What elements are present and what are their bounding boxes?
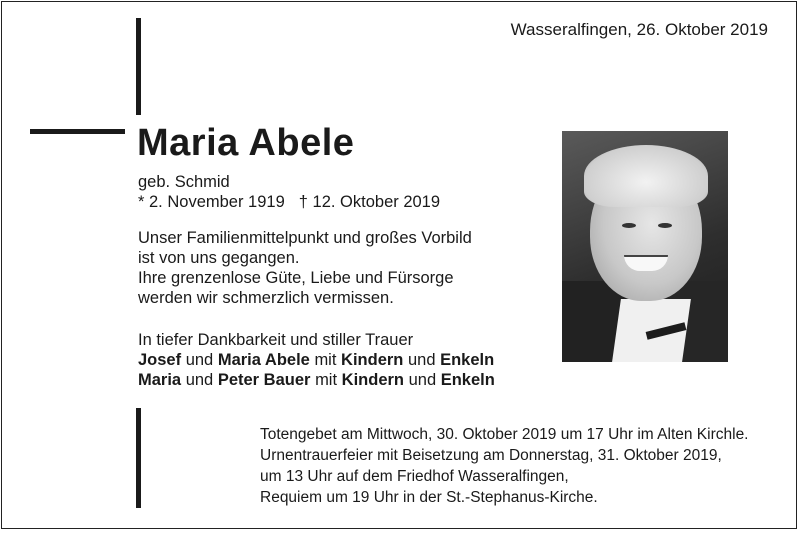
portrait-photo (562, 131, 728, 362)
connector: und (407, 351, 436, 369)
mourners-block (138, 330, 495, 390)
mourners-line-2 (138, 370, 495, 390)
connector: und (185, 351, 214, 369)
ceremony-info (260, 424, 749, 508)
cross-vertical-top (136, 18, 141, 115)
thanks-intro: In tiefer Dankbarkeit und stiller Trauer (138, 331, 414, 349)
mourners-line-1 (138, 350, 495, 370)
connector: und (408, 371, 437, 389)
ceremony-line: Urnentrauerfeier mit Beisetzung am Donnerstag, 31. Oktober 2019, (260, 447, 722, 464)
mourner-grandchildren: Enkeln (440, 351, 495, 369)
life-dates (138, 192, 440, 212)
message-block (138, 228, 472, 308)
deceased-name: Maria Abele (137, 122, 355, 164)
mourner-first: Josef (138, 351, 182, 369)
mourner-second: Maria Abele (217, 351, 310, 369)
connector: mit (315, 371, 338, 389)
ceremony-line: Totengebet am Mittwoch, 30. Oktober 2019 um 17 Uhr im Alten Kirchle. (260, 426, 749, 443)
mourner-children: Kindern (341, 351, 404, 369)
mourner-children: Kindern (341, 371, 404, 389)
ceremony-line: Requiem um 19 Uhr in der St.-Stephanus-Kirche. (260, 489, 598, 506)
connector: mit (314, 351, 337, 369)
birth-name: geb. Schmid (138, 173, 230, 191)
message-line: werden wir schmerzlich vermissen. (138, 289, 394, 307)
place-date: Wasseralfingen, 26. Oktober 2019 (510, 20, 768, 39)
mourner-second: Peter Bauer (217, 371, 311, 389)
mourner-grandchildren: Enkeln (440, 371, 495, 389)
ceremony-line: um 13 Uhr auf dem Friedhof Wasseralfingen, (260, 468, 569, 485)
birth-date: * 2. November 1919 (138, 193, 285, 211)
message-line: Unser Familienmittelpunkt und großes Vorbild (138, 229, 472, 247)
connector: und (185, 371, 214, 389)
death-date: † 12. Oktober 2019 (298, 193, 441, 211)
mourner-first: Maria (138, 371, 182, 389)
message-line: Ihre grenzenlose Güte, Liebe und Fürsorge (138, 269, 454, 287)
message-line: ist von uns gegangen. (138, 249, 300, 267)
cross-horizontal (30, 129, 125, 134)
cross-vertical-bottom (136, 408, 141, 508)
